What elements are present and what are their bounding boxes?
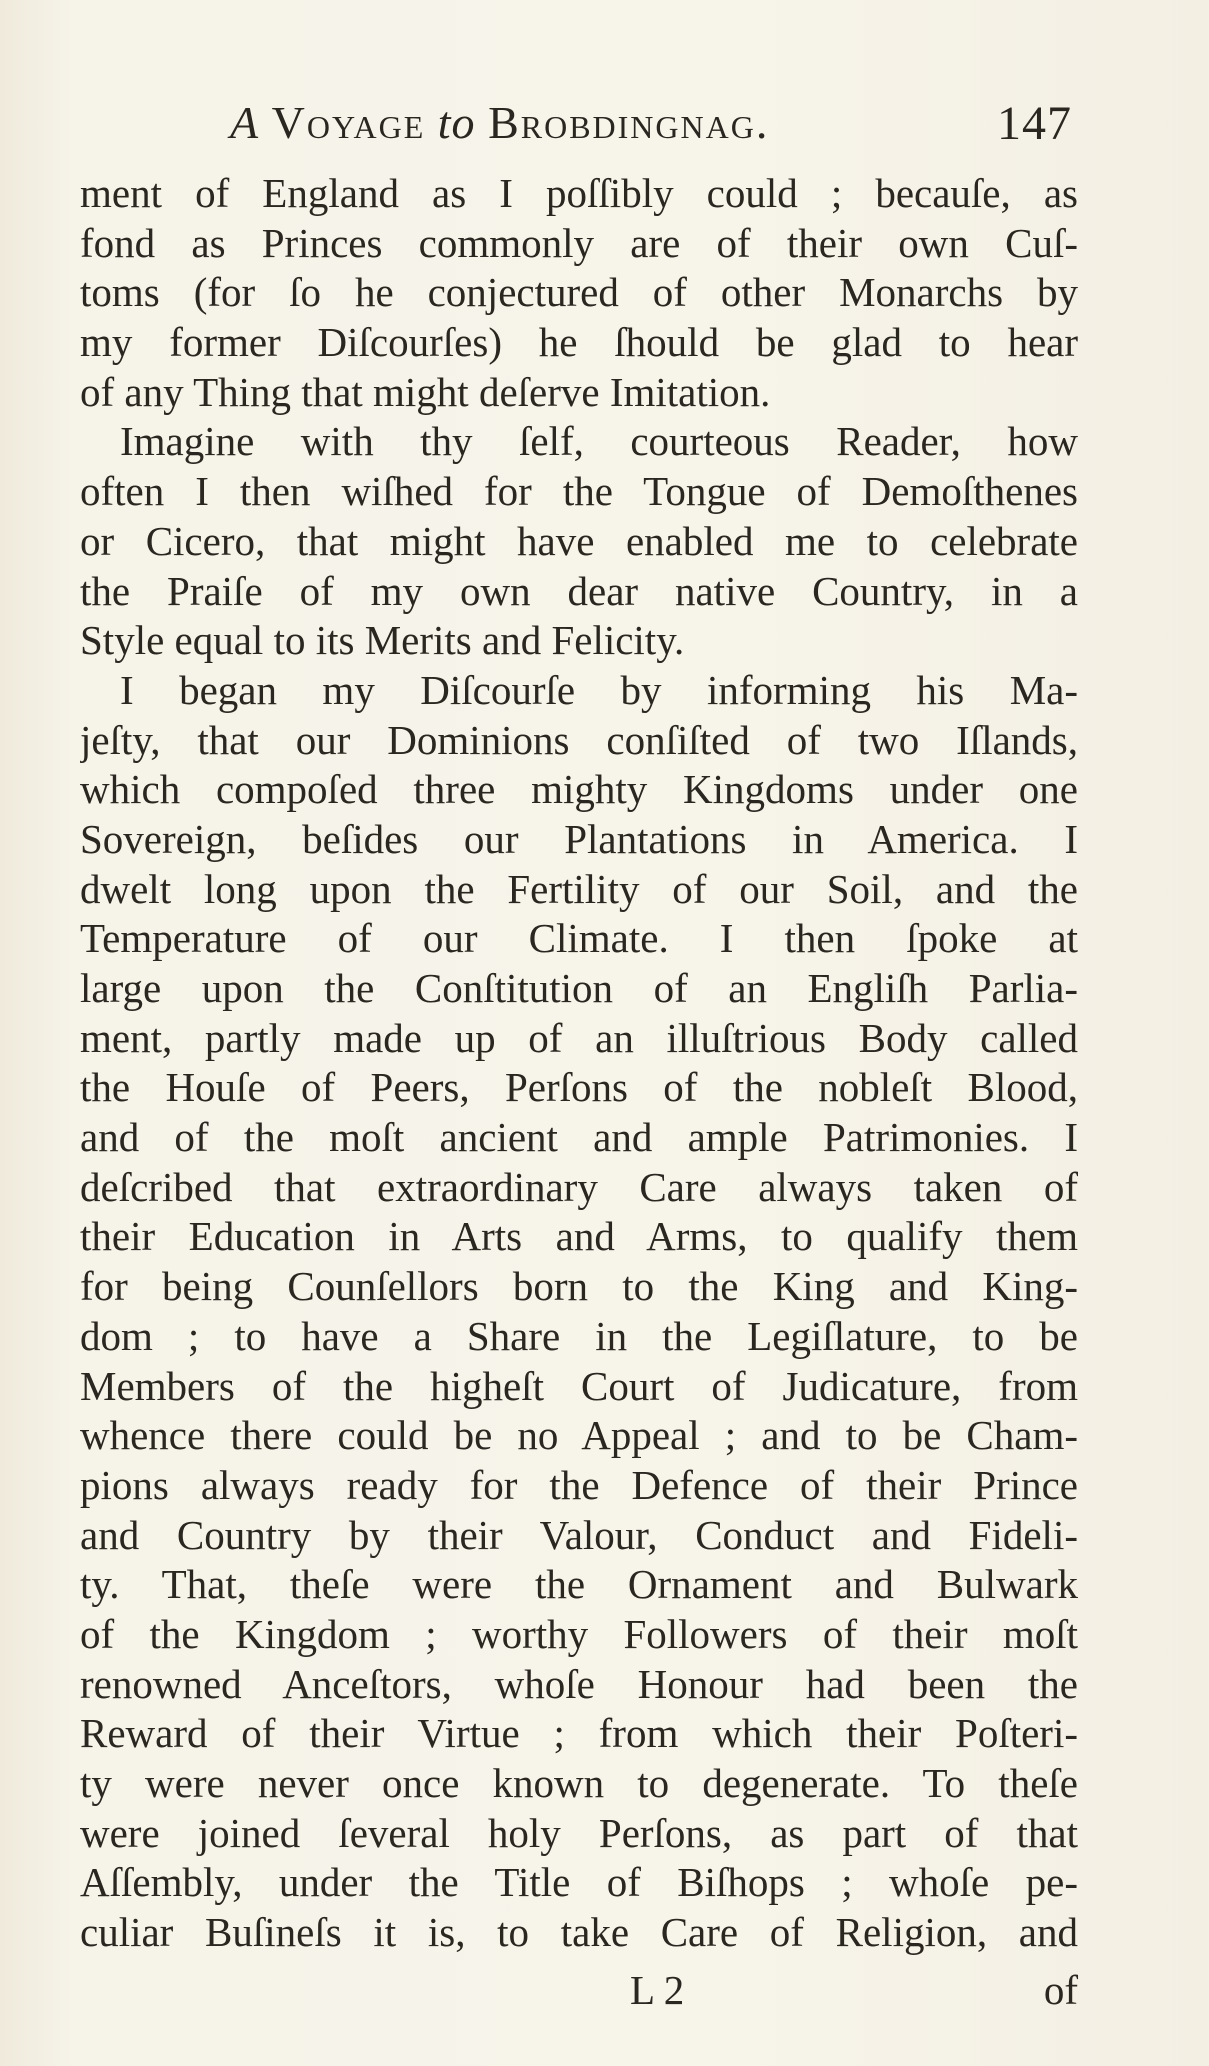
text-line: dwelt long upon the Fertility of our Soil, and the <box>80 865 1078 912</box>
text-line: Reward of their Virtue ; from which their Poſteri- <box>80 1710 1078 1757</box>
running-title <box>230 96 769 149</box>
text-line: I began my Diſcourſe by informing his Ma- <box>120 666 1078 713</box>
text-line: for being Counſellors born to the King and King- <box>80 1263 1078 1310</box>
text-line: Style equal to its Merits and Felicity. <box>80 617 685 664</box>
text-line: were joined ſeveral holy Perſons, as part of that <box>80 1809 1078 1856</box>
signature-mark: L 2 <box>630 1967 685 2013</box>
text-line: whence there could be no Appeal ; and to be Cham- <box>80 1412 1078 1459</box>
text-line: large upon the Conſtitution of an Engliſh Parlia- <box>80 965 1078 1011</box>
page-number: 147 <box>997 97 1072 150</box>
text-line: ment, partly made up of an illuſtrious Body called <box>80 1014 1078 1061</box>
text-line: their Education in Arts and Arms, to qualify them <box>80 1213 1078 1260</box>
text-line: ty were never once known to degenerate. To theſe <box>80 1760 1078 1806</box>
text-line: often I then wiſhed for the Tongue of Demoſthenes <box>80 468 1078 515</box>
running-title-to: to <box>437 97 476 148</box>
text-line: and Country by their Valour, Conduct and Fideli- <box>80 1511 1078 1558</box>
text-line: deſcribed that extraordinary Care always taken of <box>80 1163 1078 1210</box>
text-line: renowned Anceſtors, whoſe Honour had been the <box>80 1660 1078 1707</box>
text-line: fond as Princes commonly are of their own Cuſ- <box>80 219 1078 266</box>
text-line: ment of England as I poſſibly could ; becauſe, as <box>80 170 1078 216</box>
text-line: my former Diſcourſes) he ſhould be glad to hear <box>80 319 1078 366</box>
text-line: Members of the higheſt Court of Judicature, from <box>80 1362 1078 1409</box>
running-title-a: A <box>230 97 260 148</box>
running-title-place: Brobdingnag. <box>488 97 770 148</box>
running-title-voyage: Voyage <box>271 97 426 148</box>
text-line: ty. That, theſe were the Ornament and Bulwark <box>80 1561 1078 1608</box>
text-line: Aſſembly, under the Title of Biſhops ; whoſe pe- <box>80 1859 1078 1906</box>
text-line: pions always ready for the Defence of their Prince <box>80 1461 1078 1508</box>
text-line: dom ; to have a Share in the Legiſlature, to be <box>80 1312 1078 1359</box>
running-head <box>80 96 1080 156</box>
text-line: Imagine with thy ſelf, courteous Reader, how <box>120 418 1078 465</box>
text-line: the Praiſe of my own dear native Country, in a <box>80 567 1078 614</box>
text-line: jeſty, that our Dominions conſiſted of two Iſlands, <box>80 716 1078 763</box>
text-line: of any Thing that might deſerve Imitation. <box>80 368 771 415</box>
page-footer <box>80 1966 1078 2022</box>
text-line: Temperature of our Climate. I then ſpoke at <box>80 915 1078 962</box>
text-line: and of the moſt ancient and ample Patrimonies. I <box>80 1114 1078 1161</box>
text-line: toms (for ſo he conjectured of other Monarchs by <box>80 269 1078 316</box>
text-line: Sovereign, beſides our Plantations in America. I <box>80 815 1078 862</box>
catchword: of <box>1043 1967 1078 2013</box>
text-line: of the Kingdom ; worthy Followers of their moſt <box>80 1610 1078 1657</box>
text-line: or Cicero, that might have enabled me to celebrate <box>80 517 1078 564</box>
body-text <box>80 169 1078 1958</box>
text-line: the Houſe of Peers, Perſons of the nobleſt Blood, <box>80 1064 1078 1111</box>
text-line: which compoſed three mighty Kingdoms under one <box>80 766 1078 813</box>
text-line: culiar Buſineſs it is, to take Care of Religion, and <box>80 1909 1078 1956</box>
